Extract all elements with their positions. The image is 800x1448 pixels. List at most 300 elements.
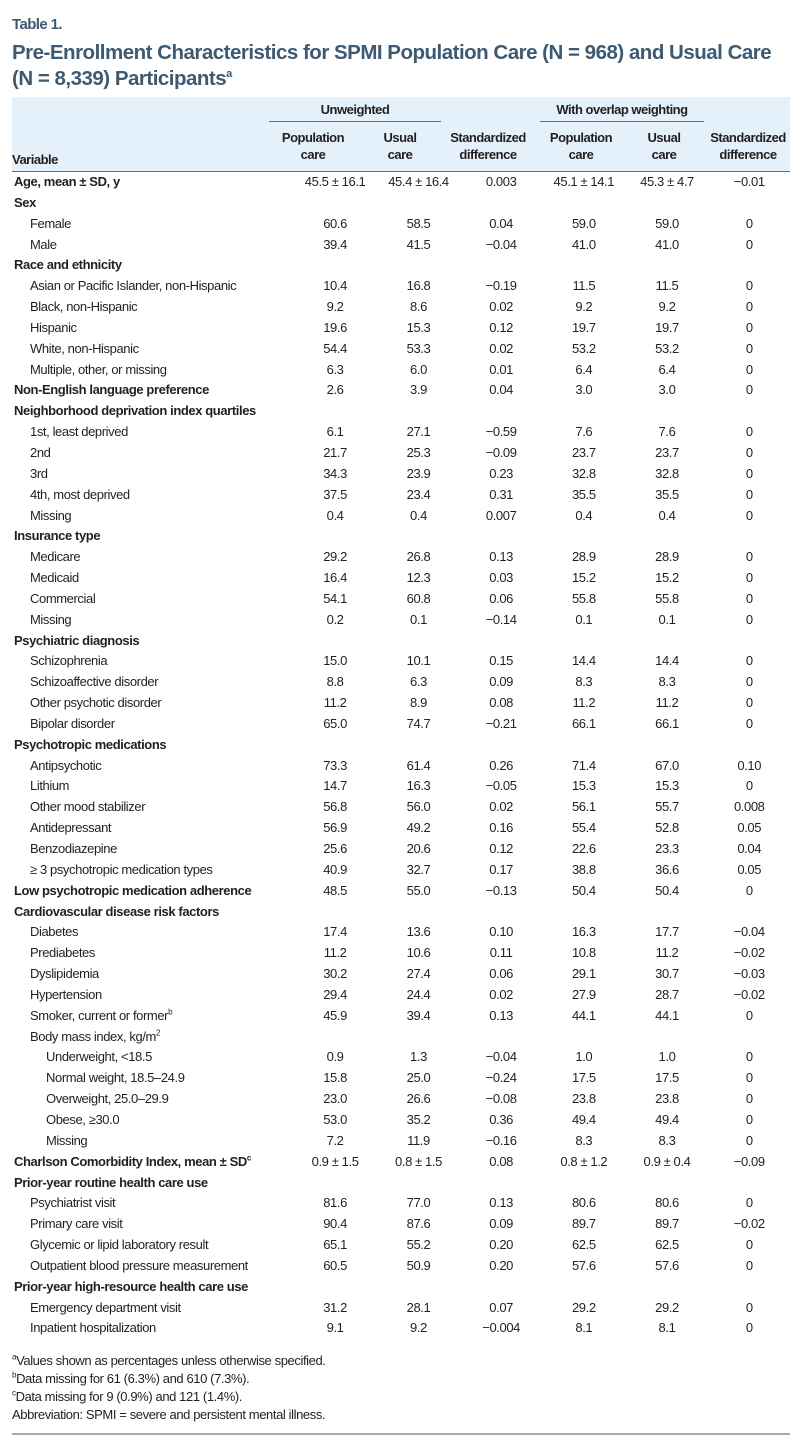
pop-care-unweighted-cell: 0.9 ± 1.5 — [311, 1153, 359, 1169]
header-std-diff-1: Standardized difference — [450, 130, 526, 162]
row-label — [12, 693, 293, 714]
pop-care-weighted-cell: 16.3 — [571, 924, 596, 940]
row-label-text: 1st, least deprived — [30, 424, 128, 440]
usual-care-weighted-cell: 8.3 — [658, 1132, 676, 1148]
row-label — [12, 297, 293, 318]
usual-care-weighted-cell: 28.7 — [655, 986, 679, 1002]
pop-care-weighted-cell: 10.8 — [571, 945, 596, 961]
row-label — [12, 943, 293, 964]
std-diff-weighted-cell: −0.09 — [733, 1153, 765, 1169]
pop-care-unweighted-cell: 90.4 — [323, 1216, 347, 1232]
std-diff-weighted-cell: 0.10 — [737, 757, 762, 773]
table-row — [12, 1235, 790, 1256]
footnote-text: Data missing for 61 (6.3%) and 610 (7.3%). — [16, 1371, 250, 1386]
pop-care-weighted-cell: 50.4 — [571, 882, 596, 898]
table-row — [12, 485, 790, 506]
std-diff-weighted-cell: 0 — [745, 236, 753, 252]
table-row — [12, 401, 790, 422]
row-label — [12, 422, 293, 443]
row-label — [12, 380, 293, 401]
table-row — [12, 526, 790, 547]
row-label — [12, 589, 293, 610]
usual-care-weighted-cell: 8.3 — [658, 674, 676, 690]
usual-care-unweighted-cell: 49.2 — [406, 820, 431, 836]
std-diff-unweighted-cell — [460, 631, 542, 652]
std-diff-unweighted-cell: 0.11 — [489, 945, 513, 961]
std-diff-unweighted-cell — [460, 1173, 542, 1194]
std-diff-weighted-cell — [708, 193, 790, 214]
pop-care-unweighted-cell — [293, 631, 376, 652]
row-label — [12, 610, 293, 631]
std-diff-weighted-cell: 0 — [745, 1132, 753, 1148]
row-label-text: Medicare — [30, 549, 81, 565]
usual-care-weighted-cell — [626, 255, 709, 276]
std-diff-weighted-cell: 0 — [745, 882, 753, 898]
std-diff-unweighted-cell: −0.14 — [485, 611, 517, 627]
pop-care-unweighted-cell: 65.1 — [323, 1237, 347, 1253]
std-diff-unweighted-cell: 0.007 — [485, 507, 517, 523]
pop-care-weighted-cell: 56.1 — [571, 799, 596, 815]
row-label-text: Antipsychotic — [30, 757, 102, 773]
row-label-text: 2nd — [30, 444, 51, 460]
table-row — [12, 235, 790, 256]
table-row — [12, 1047, 790, 1068]
pop-care-unweighted-cell: 40.9 — [323, 861, 347, 877]
pop-care-unweighted-cell: 45.9 — [323, 1007, 347, 1023]
usual-care-unweighted-cell: 50.9 — [406, 1257, 431, 1273]
usual-care-unweighted-cell: 24.4 — [406, 986, 431, 1002]
usual-care-weighted-cell: 9.2 — [658, 299, 676, 315]
usual-care-weighted-cell: 80.6 — [655, 1195, 679, 1211]
row-label — [12, 526, 293, 547]
usual-care-weighted-cell: 0.1 — [658, 611, 676, 627]
usual-care-weighted-cell: 62.5 — [655, 1237, 679, 1253]
std-diff-weighted-cell: 0 — [745, 1195, 753, 1211]
pop-care-unweighted-cell: 9.2 — [326, 299, 344, 315]
usual-care-unweighted-cell: 41.5 — [406, 236, 431, 252]
std-diff-unweighted-cell: −0.04 — [485, 1049, 517, 1065]
usual-care-unweighted-cell — [377, 735, 460, 756]
std-diff-unweighted-cell: −0.04 — [485, 236, 517, 252]
std-diff-weighted-cell: 0 — [745, 465, 753, 481]
std-diff-weighted-cell: 0 — [745, 1237, 753, 1253]
table-row — [12, 631, 790, 652]
std-diff-unweighted-cell: 0.07 — [489, 1299, 513, 1315]
usual-care-weighted-cell: 0.4 — [658, 507, 676, 523]
row-label-text: Glycemic or lipid laboratory result — [30, 1237, 209, 1253]
usual-care-unweighted-cell: 3.9 — [410, 382, 427, 398]
std-diff-weighted-cell: 0 — [745, 424, 753, 440]
pop-care-weighted-cell: 7.6 — [575, 424, 593, 440]
pop-care-unweighted-cell — [293, 193, 376, 214]
usual-care-unweighted-cell — [377, 255, 460, 276]
pop-care-weighted-cell: 11.2 — [572, 695, 596, 711]
row-label-text: 4th, most deprived — [30, 486, 130, 502]
usual-care-unweighted-cell: 60.8 — [406, 590, 431, 606]
header-group-unweighted: Unweighted — [269, 101, 441, 122]
usual-care-unweighted-cell: 10.1 — [406, 653, 431, 669]
footnote-text: Values shown as percentages unless otherwise specified. — [16, 1353, 326, 1368]
pop-care-unweighted-cell: 15.8 — [323, 1070, 347, 1086]
pop-care-weighted-cell: 57.6 — [571, 1257, 596, 1273]
row-label-text: Prior-year high-resource health care use — [14, 1278, 248, 1294]
std-diff-weighted-cell: 0 — [745, 507, 753, 523]
std-diff-weighted-cell: 0 — [745, 486, 753, 502]
usual-care-weighted-cell: 11.2 — [655, 695, 679, 711]
row-label-text: Psychotropic medications — [14, 736, 167, 752]
std-diff-weighted-cell: 0 — [745, 215, 753, 231]
row-label — [12, 797, 293, 818]
usual-care-unweighted-cell: 61.4 — [406, 757, 431, 773]
usual-care-weighted-cell: 45.3 ± 4.7 — [640, 174, 694, 189]
usual-care-weighted-cell: 41.0 — [655, 236, 679, 252]
table-row — [12, 818, 790, 839]
pop-care-unweighted-cell: 11.2 — [323, 945, 347, 961]
pop-care-weighted-cell — [542, 1027, 625, 1048]
std-diff-unweighted-cell: 0.04 — [489, 215, 513, 231]
std-diff-unweighted-cell: −0.08 — [485, 1091, 517, 1107]
table-row — [12, 714, 790, 735]
usual-care-unweighted-cell: 13.6 — [406, 924, 431, 940]
row-label — [12, 1152, 293, 1173]
row-label — [12, 568, 293, 589]
pop-care-unweighted-cell — [293, 1027, 376, 1048]
std-diff-unweighted-cell: −0.004 — [482, 1320, 521, 1336]
pop-care-unweighted-cell — [293, 526, 376, 547]
row-label — [12, 1110, 293, 1131]
std-diff-unweighted-cell: 0.04 — [489, 382, 513, 398]
std-diff-unweighted-cell: 0.003 — [485, 174, 517, 189]
pop-care-weighted-cell: 62.5 — [571, 1237, 596, 1253]
usual-care-weighted-cell: 55.8 — [655, 590, 679, 606]
std-diff-unweighted-cell: 0.03 — [489, 570, 513, 586]
table-row — [12, 297, 790, 318]
row-label-text: Black, non-Hispanic — [30, 299, 138, 315]
std-diff-weighted-cell: 0 — [745, 590, 753, 606]
usual-care-weighted-cell: 17.5 — [655, 1070, 679, 1086]
row-label-text: Age, mean ± SD, y — [14, 174, 120, 189]
usual-care-unweighted-cell: 28.1 — [406, 1299, 431, 1315]
row-label-text: Sex — [14, 194, 36, 210]
usual-care-unweighted-cell: 11.9 — [407, 1132, 430, 1148]
table-row — [12, 255, 790, 276]
row-label-text: Asian or Pacific Islander, non-Hispanic — [30, 278, 237, 294]
row-label — [12, 276, 293, 297]
footnote-mark: b — [12, 1370, 17, 1380]
row-label-text: Normal weight, 18.5–24.9 — [46, 1070, 185, 1086]
pop-care-unweighted-cell: 73.3 — [323, 757, 347, 773]
std-diff-unweighted-cell: 0.13 — [489, 1007, 513, 1023]
pop-care-weighted-cell: 15.3 — [571, 778, 596, 794]
pop-care-unweighted-cell: 30.2 — [323, 966, 347, 982]
row-label-text: Emergency department visit — [30, 1299, 181, 1315]
row-label — [12, 1006, 293, 1027]
row-label — [12, 881, 293, 902]
std-diff-unweighted-cell: 0.02 — [489, 799, 513, 815]
row-label — [12, 1256, 293, 1277]
table-row — [12, 193, 790, 214]
std-diff-unweighted-cell: 0.02 — [489, 340, 513, 356]
std-diff-unweighted-cell: 0.31 — [489, 486, 513, 502]
std-diff-weighted-cell: 0.05 — [737, 861, 762, 877]
pop-care-unweighted-cell: 31.2 — [323, 1299, 347, 1315]
table-row — [12, 318, 790, 339]
characteristics-table — [12, 172, 790, 1339]
row-label-text: Prediabetes — [30, 945, 95, 961]
pop-care-weighted-cell: 8.3 — [575, 1132, 593, 1148]
std-diff-weighted-cell: 0 — [745, 340, 753, 356]
pop-care-weighted-cell — [542, 255, 625, 276]
usual-care-unweighted-cell: 0.8 ± 1.5 — [395, 1153, 442, 1169]
pop-care-weighted-cell: 89.7 — [571, 1216, 596, 1232]
table-row — [12, 610, 790, 631]
row-label-text: Hispanic — [30, 319, 77, 335]
usual-care-weighted-cell: 59.0 — [655, 215, 679, 231]
std-diff-unweighted-cell: 0.12 — [489, 841, 513, 856]
footnote-text: Abbreviation: SPMI = severe and persistent mental illness. — [12, 1407, 326, 1422]
usual-care-weighted-cell: 19.7 — [655, 319, 679, 335]
std-diff-weighted-cell: 0 — [745, 570, 753, 586]
std-diff-unweighted-cell: −0.59 — [485, 424, 517, 440]
usual-care-unweighted-cell: 25.0 — [406, 1070, 431, 1086]
usual-care-weighted-cell: 55.7 — [655, 799, 679, 815]
row-label — [12, 1298, 293, 1319]
row-label — [12, 1027, 293, 1048]
pop-care-weighted-cell — [542, 735, 625, 756]
row-label — [12, 902, 293, 923]
std-diff-unweighted-cell — [460, 526, 542, 547]
pop-care-weighted-cell: 1.0 — [575, 1049, 593, 1065]
row-label — [12, 860, 293, 881]
usual-care-unweighted-cell — [377, 1173, 460, 1194]
usual-care-unweighted-cell: 6.0 — [410, 361, 427, 377]
table-row — [12, 902, 790, 923]
std-diff-unweighted-cell: −0.13 — [485, 882, 517, 898]
std-diff-unweighted-cell: 0.02 — [489, 986, 513, 1002]
std-diff-unweighted-cell: −0.21 — [485, 715, 517, 731]
pop-care-weighted-cell: 3.0 — [575, 382, 593, 398]
row-label — [12, 485, 293, 506]
usual-care-weighted-cell: 49.4 — [655, 1111, 679, 1127]
std-diff-weighted-cell: −0.02 — [733, 1216, 765, 1232]
pop-care-unweighted-cell: 56.9 — [323, 820, 347, 836]
pop-care-weighted-cell: 6.4 — [575, 361, 593, 377]
table-row — [12, 443, 790, 464]
usual-care-weighted-cell: 14.4 — [655, 653, 679, 669]
table-row — [12, 839, 790, 860]
pop-care-weighted-cell: 29.1 — [571, 966, 596, 982]
row-label-text: Non-English language preference — [14, 382, 209, 398]
pop-care-weighted-cell: 14.4 — [571, 653, 596, 669]
pop-care-unweighted-cell — [293, 401, 376, 422]
row-label — [12, 1068, 293, 1089]
row-label-text: Insurance type — [14, 528, 101, 544]
row-label-text: Missing — [30, 611, 72, 627]
std-diff-unweighted-cell: −0.19 — [485, 278, 517, 294]
pop-care-unweighted-cell: 0.9 — [326, 1049, 344, 1065]
table-row — [12, 506, 790, 527]
pop-care-weighted-cell: 22.6 — [571, 841, 596, 856]
footnote — [12, 1388, 326, 1406]
usual-care-unweighted-cell: 39.4 — [406, 1007, 431, 1023]
row-label — [12, 839, 293, 860]
std-diff-weighted-cell: 0 — [745, 382, 753, 398]
pop-care-weighted-cell: 28.9 — [571, 549, 596, 565]
std-diff-unweighted-cell: 0.09 — [489, 1216, 513, 1232]
pop-care-weighted-cell: 0.4 — [575, 507, 593, 523]
row-label — [12, 464, 293, 485]
row-label-text: Lithium — [30, 778, 70, 794]
pop-care-weighted-cell — [542, 1173, 625, 1194]
row-label-text: Cardiovascular disease risk factors — [14, 903, 219, 919]
usual-care-unweighted-cell — [377, 631, 460, 652]
row-label — [12, 318, 293, 339]
header-group-overlap: With overlap weighting — [540, 101, 704, 122]
std-diff-weighted-cell — [708, 526, 790, 547]
pop-care-unweighted-cell: 16.4 — [323, 570, 347, 586]
std-diff-unweighted-cell: 0.12 — [489, 319, 513, 335]
pop-care-unweighted-cell: 54.4 — [323, 340, 347, 356]
usual-care-weighted-cell: 0.9 ± 0.4 — [643, 1153, 691, 1169]
header-usual-care-1: Usual care — [383, 130, 417, 162]
usual-care-unweighted-cell: 0.4 — [410, 507, 427, 523]
std-diff-weighted-cell: −0.04 — [733, 924, 765, 940]
row-label — [12, 756, 293, 777]
row-label — [12, 547, 293, 568]
usual-care-weighted-cell: 32.8 — [655, 465, 679, 481]
row-label-text: Body mass index, kg/m — [30, 1028, 156, 1044]
row-label — [12, 1173, 293, 1194]
row-label-text: Race and ethnicity — [14, 257, 122, 273]
row-label-text: Psychiatrist visit — [30, 1195, 116, 1211]
row-label-text: Hypertension — [30, 986, 102, 1002]
row-label — [12, 1214, 293, 1235]
row-label — [12, 193, 293, 214]
row-label — [12, 1047, 293, 1068]
row-label — [12, 506, 293, 527]
usual-care-weighted-cell: 1.0 — [658, 1049, 676, 1065]
row-label — [12, 1131, 293, 1152]
usual-care-unweighted-cell — [377, 1027, 460, 1048]
table-row — [12, 380, 790, 401]
usual-care-unweighted-cell: 77.0 — [406, 1195, 431, 1211]
usual-care-weighted-cell: 29.2 — [655, 1299, 679, 1315]
std-diff-unweighted-cell — [460, 193, 542, 214]
std-diff-unweighted-cell: 0.10 — [489, 924, 513, 940]
std-diff-weighted-cell: 0 — [745, 1070, 753, 1086]
std-diff-unweighted-cell: 0.26 — [489, 757, 513, 773]
pop-care-unweighted-cell: 15.0 — [323, 653, 347, 669]
std-diff-unweighted-cell: −0.09 — [485, 444, 517, 460]
usual-care-weighted-cell: 66.1 — [655, 715, 679, 731]
usual-care-weighted-cell: 23.7 — [655, 444, 679, 460]
usual-care-weighted-cell: 17.7 — [655, 924, 679, 940]
std-diff-weighted-cell — [708, 735, 790, 756]
pop-care-unweighted-cell — [293, 735, 376, 756]
row-label-text: Male — [30, 236, 57, 252]
std-diff-unweighted-cell — [460, 1277, 542, 1298]
row-label — [12, 1235, 293, 1256]
pop-care-unweighted-cell: 29.4 — [323, 986, 347, 1002]
usual-care-weighted-cell — [626, 401, 709, 422]
pop-care-unweighted-cell — [293, 1277, 376, 1298]
row-label — [12, 339, 293, 360]
pop-care-weighted-cell: 49.4 — [571, 1111, 596, 1127]
std-diff-weighted-cell: −0.01 — [733, 174, 765, 189]
usual-care-weighted-cell: 57.6 — [655, 1257, 679, 1273]
pop-care-unweighted-cell: 34.3 — [323, 465, 347, 481]
row-label-text: Low psychotropic medication adherence — [14, 882, 252, 898]
pop-care-weighted-cell: 38.8 — [571, 861, 596, 877]
row-label — [12, 1089, 293, 1110]
row-label-text: Dyslipidemia — [30, 966, 99, 982]
table-row — [12, 172, 790, 193]
usual-care-unweighted-cell: 32.7 — [406, 861, 431, 877]
usual-care-unweighted-cell: 26.6 — [406, 1091, 431, 1107]
row-label-text: Medicaid — [30, 570, 79, 586]
std-diff-weighted-cell: 0 — [745, 1049, 753, 1065]
std-diff-weighted-cell: 0 — [745, 611, 753, 627]
usual-care-unweighted-cell: 56.0 — [406, 799, 431, 815]
pop-care-unweighted-cell: 81.6 — [323, 1195, 347, 1211]
std-diff-weighted-cell: 0 — [745, 299, 753, 315]
usual-care-unweighted-cell: 23.9 — [406, 465, 431, 481]
table-row — [12, 568, 790, 589]
table-row — [12, 422, 790, 443]
std-diff-unweighted-cell: 0.23 — [489, 465, 513, 481]
std-diff-weighted-cell: 0 — [745, 1299, 753, 1315]
row-label — [12, 235, 293, 256]
row-label-text: Antidepressant — [30, 820, 112, 836]
usual-care-weighted-cell: 44.1 — [655, 1007, 679, 1023]
footnotes — [12, 1352, 326, 1424]
table-row — [12, 860, 790, 881]
std-diff-weighted-cell: 0 — [745, 361, 753, 377]
table-row — [12, 735, 790, 756]
row-label-text: Underweight, <18.5 — [46, 1049, 152, 1065]
pop-care-weighted-cell: 19.7 — [571, 319, 596, 335]
footnote — [12, 1406, 326, 1424]
std-diff-unweighted-cell: 0.02 — [489, 299, 513, 315]
row-label-text: Diabetes — [30, 924, 79, 940]
usual-care-weighted-cell — [626, 193, 709, 214]
usual-care-weighted-cell: 67.0 — [655, 757, 679, 773]
table-row — [12, 672, 790, 693]
table-row — [12, 339, 790, 360]
row-label-text: Prior-year routine health care use — [14, 1174, 208, 1190]
pop-care-unweighted-cell: 23.0 — [323, 1091, 347, 1107]
std-diff-weighted-cell: 0.04 — [737, 841, 762, 856]
pop-care-unweighted-cell: 56.8 — [323, 799, 347, 815]
std-diff-unweighted-cell: 0.13 — [489, 1195, 513, 1211]
pop-care-weighted-cell: 32.8 — [571, 465, 596, 481]
usual-care-unweighted-cell — [377, 526, 460, 547]
usual-care-weighted-cell: 30.7 — [655, 966, 679, 982]
usual-care-weighted-cell: 89.7 — [655, 1216, 679, 1232]
row-label — [12, 922, 293, 943]
pop-care-weighted-cell: 8.3 — [575, 674, 593, 690]
title-footnote-mark: a — [226, 68, 232, 81]
table-row — [12, 1068, 790, 1089]
std-diff-unweighted-cell: 0.06 — [489, 966, 513, 982]
usual-care-unweighted-cell: 8.9 — [410, 695, 427, 711]
pop-care-weighted-cell: 59.0 — [571, 215, 596, 231]
std-diff-weighted-cell: 0 — [745, 1257, 753, 1273]
std-diff-unweighted-cell: −0.16 — [485, 1132, 517, 1148]
bottom-rule — [12, 1433, 790, 1435]
row-label — [12, 1193, 293, 1214]
std-diff-unweighted-cell: 0.36 — [489, 1111, 513, 1127]
